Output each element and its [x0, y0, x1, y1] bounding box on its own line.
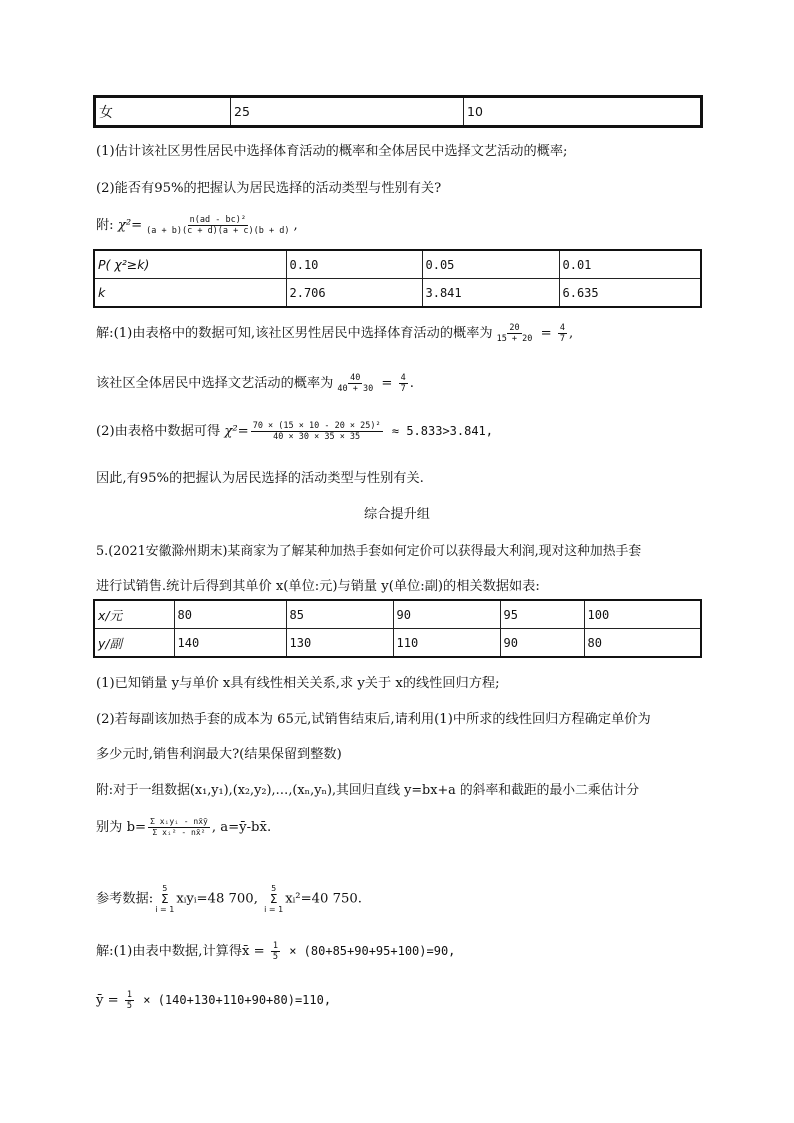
fraction-numerator: 1: [272, 941, 278, 951]
equals-sign: =: [377, 376, 397, 391]
fraction-denominator: 40 × 30 × 35 × 35: [273, 432, 361, 442]
equals-sign: =: [536, 326, 556, 341]
table-cell: 6.635: [559, 279, 701, 308]
fraction-denominator: 7: [400, 384, 406, 394]
solution-text: 解:(1)由表中数据,计算得x̄ =: [96, 944, 269, 959]
price-sales-table: [93, 599, 702, 658]
mean-fraction: [125, 990, 134, 1011]
question-1: (1)估计该社区男性居民中选择体育活动的概率和全体居民中选择文艺活动的概率;: [96, 144, 568, 159]
solution-suffix: × (80+85+90+95+100)=90,: [282, 944, 456, 958]
table-cell: 80: [174, 600, 286, 629]
reference-value-2: xᵢ²=40 750.: [285, 891, 362, 907]
table-cell: 130: [286, 629, 393, 658]
problem-5-question-1: (1)已知销量 y与单价 x具有线性相关关系,求 y关于 x的线性回归方程;: [96, 676, 500, 691]
summation-symbol: 5 Σ i = 1: [155, 884, 175, 914]
fraction-denominator: 7: [559, 334, 565, 344]
summation-lower: i = 1: [264, 905, 284, 914]
solution-suffix: × (140+130+110+90+80)=110,: [136, 993, 332, 1007]
reference-data: [96, 884, 362, 914]
probability-fraction: [495, 323, 535, 344]
table-cell: 0.05: [422, 250, 559, 279]
probability-fraction: [335, 373, 375, 394]
solution-suffix: ,: [568, 326, 574, 341]
appendix-chi-formula: [96, 214, 298, 236]
solution-text: 解:(1)由表格中的数据可知,该社区男性居民中选择体育活动的概率为: [96, 326, 493, 341]
table-cell: 25: [231, 97, 464, 127]
solution-suffix: .: [409, 376, 414, 391]
summation-lower: i = 1: [155, 905, 175, 914]
table-cell: 3.841: [422, 279, 559, 308]
fraction-denominator: Σ xᵢ² - nx̄²: [152, 828, 206, 837]
solution-text: 该社区全体居民中选择文艺活动的概率为: [96, 376, 334, 391]
table-header-cell: x/元: [94, 600, 174, 629]
solution-1b: [96, 372, 414, 394]
solution-5b: [96, 990, 331, 1011]
table-cell: 2.706: [286, 279, 422, 308]
solution-prefix: ȳ =: [96, 993, 123, 1008]
fraction-denominator: 15 + 20: [496, 334, 533, 344]
table-cell: 0.10: [286, 250, 422, 279]
slope-fraction: [148, 817, 210, 838]
appendix-suffix: ,: [293, 218, 298, 233]
fraction-numerator: 1: [126, 990, 133, 1000]
table-cell: 90: [393, 600, 500, 629]
problem-5-appendix-2: [96, 816, 271, 838]
question-2: (2)能否有95%的把握认为居民选择的活动类型与性别有关?: [96, 181, 442, 196]
solution-2: [96, 420, 493, 442]
chi-symbol: χ²=: [117, 218, 143, 233]
summation-upper: 5: [162, 884, 168, 893]
fraction-numerator: 20: [509, 323, 520, 333]
table-header-cell: y/副: [94, 629, 174, 658]
fraction-numerator: 40: [350, 373, 361, 383]
solution-5a: [96, 940, 455, 962]
summation-upper: 5: [271, 884, 277, 893]
chi-value-fraction: [251, 421, 383, 442]
problem-5-appendix-1: 附:对于一组数据(x₁,y₁),(x₂,y₂),…,(xₙ,yₙ),其回归直线 y=bx+a 的斜率和截距的最小二乘估计分: [96, 783, 640, 798]
fraction-denominator: 40 + 30: [337, 384, 374, 394]
problem-5-line-2: 进行试销售.统计后得到其单价 x(单位:元)与销量 y(单位:副)的相关数据如表:: [96, 579, 540, 594]
table-cell: 140: [174, 629, 286, 658]
problem-5-question-2b: 多少元时,销售利润最大?(结果保留到整数): [96, 747, 342, 762]
formula-suffix: , a=ȳ-bx̄.: [211, 820, 272, 835]
chi-symbol: χ²=: [224, 424, 249, 439]
problem-5-question-2a: (2)若每副该加热手套的成本为 65元,试销售结束后,请利用(1)中所求的线性回归方程确定单价为: [96, 712, 651, 727]
table-header-cell: k: [94, 279, 286, 308]
table-cell: 100: [584, 600, 701, 629]
reference-label: 参考数据:: [96, 891, 154, 907]
chi-fraction: [144, 215, 291, 236]
table-cell: 110: [393, 629, 500, 658]
table-header-cell: P( χ²≥k): [94, 250, 286, 279]
solution-suffix: ≈ 5.833>3.841,: [384, 424, 494, 438]
solution-1: [96, 322, 573, 344]
fraction-denominator: 5: [126, 1001, 133, 1011]
section-title: 综合提升组: [364, 507, 430, 522]
table-cell: 10: [464, 97, 702, 127]
fraction-denominator: (a + b)(c + d)(a + c)(b + d): [146, 226, 290, 236]
formula-prefix: 别为 b=: [96, 820, 147, 835]
table-cell: 90: [500, 629, 584, 658]
table-cell: 85: [286, 600, 393, 629]
fraction-numerator: 4: [559, 323, 565, 333]
fraction-numerator: Σ xᵢyᵢ - nx̄ȳ: [150, 817, 208, 826]
critical-value-table: [93, 249, 702, 308]
fraction-numerator: n(ad - bc)²: [189, 215, 246, 225]
result-fraction: [399, 373, 408, 394]
mean-fraction: [271, 941, 280, 962]
appendix-prefix: 附:: [96, 218, 118, 233]
summation-symbol: 5 Σ i = 1: [264, 884, 284, 914]
solution-2b: 因此,有95%的把握认为居民选择的活动类型与性别有关.: [96, 471, 424, 486]
reference-value-1: xᵢyᵢ=48 700,: [176, 891, 258, 907]
result-fraction: [558, 323, 567, 344]
fraction-denominator: 5: [272, 952, 278, 962]
problem-5-line-1: 5.(2021安徽滁州期末)某商家为了解某种加热手套如何定价可以获得最大利润,现对这种加热手套: [96, 544, 642, 559]
solution-text: (2)由表格中数据可得: [96, 424, 225, 439]
table-cell: 95: [500, 600, 584, 629]
table-cell: 0.01: [559, 250, 701, 279]
gender-table-fragment: [93, 95, 703, 128]
table-cell: 女: [95, 97, 231, 127]
fraction-numerator: 70 × (15 × 10 - 20 × 25)²: [252, 421, 381, 431]
table-cell: 80: [584, 629, 701, 658]
fraction-numerator: 4: [400, 373, 406, 383]
